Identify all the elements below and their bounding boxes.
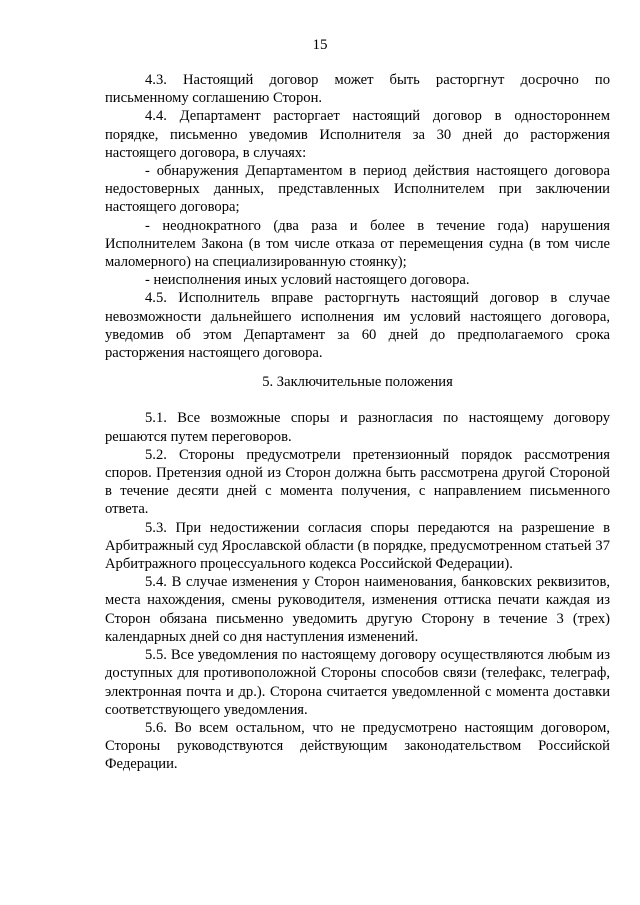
clause-4-5: 4.5. Исполнитель вправе расторгнуть настоящий договор в случае невозможности дальнейшего исполнения им условий настоящего договора, уведомив об этом Департамент за 60 дней до предполагаемого срока расторжения настоящего договора. (105, 290, 610, 362)
clause-5-6: 5.6. Во всем остальном, что не предусмотрено настоящим договором, Стороны руководствуются действующим законодательством Российской Федерации. (105, 719, 610, 773)
page-number: 15 (312, 37, 328, 53)
clause-5-5: 5.5. Все уведомления по настоящему договору осуществляются любым из доступных для противоположной Стороны способов связи (телефакс, телеграф, электронная почта и др.). Сторона считается уведомленной с момента доставки соответствующего уведомления. (105, 647, 610, 718)
clause-5-2: 5.2. Стороны предусмотрели претензионный порядок рассмотрения споров. Претензия одной из Сторон должна быть рассмотрена другой Стороной в течение десяти дней с момента получения, с направлением письменного ответа. (105, 446, 610, 518)
section-5-heading: 5. Заключительные положения (262, 374, 453, 391)
clause-5-4: 5.4. В случае изменения у Сторон наименования, банковских реквизитов, места нахождения, смены руководителя, изменения оттиска печати каждая из Сторон обязана письменно уведомить другую Сторону в течение 3 (трех) календарных дней со дня наступления изменений. (105, 574, 610, 645)
clause-5-1: 5.1. Все возможные споры и разногласия по настоящему договору решаются путем переговоров. (105, 410, 610, 445)
document-body (105, 71, 610, 774)
clause-4-4-case-2: - неоднократного (два раза и более в течение года) нарушения Исполнителем Закона (в том числе отказа от перемещения судна (в том числе маломерного) на специализированную стоянку); (105, 217, 610, 271)
clause-4-3: 4.3. Настоящий договор может быть расторгнут досрочно по письменному соглашению Сторон. (105, 72, 610, 107)
clause-4-4-case-3: - неисполнения иных условий настоящего договора. (145, 272, 470, 289)
clause-5-3: 5.3. При недостижении согласия споры передаются на разрешение в Арбитражный суд Ярославской области (в порядке, предусмотренном статьей 37 Арбитражного процессуального кодекса Российской Федерации). (105, 519, 610, 573)
clause-4-4-case-1: - обнаружения Департаментом в период действия настоящего договора недостоверных данных, представленных Исполнителем при заключении настоящего договора; (105, 163, 610, 216)
clause-4-4: 4.4. Департамент расторгает настоящий договор в одностороннем порядке, письменно уведомив Исполнителя за 30 дней до расторжения настоящего договора, в случаях: (105, 108, 610, 161)
